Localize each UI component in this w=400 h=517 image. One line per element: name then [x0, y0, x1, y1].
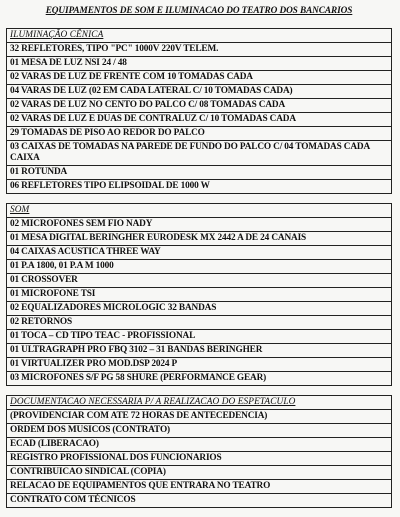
list-item: 01 MESA DE LUZ NSI 24 / 48	[7, 56, 391, 70]
list-item: 04 VARAS DE LUZ (02 EM CADA LATERAL C/ 10 TOMADAS CADA)	[7, 84, 391, 98]
list-item: REGISTRO PROFISSIONAL DOS FUNCIONARIOS	[7, 451, 391, 465]
list-item: 01 ULTRAGRAPH PRO FBQ 3102 – 31 BANDAS BERINGHER	[7, 343, 391, 357]
list-item: RELACAO DE EQUIPAMENTOS QUE ENTRARA NO TEATRO	[7, 479, 391, 493]
list-item: 01 P.A 1800, 01 P.A M 1000	[7, 259, 391, 273]
list-item: 02 RETORNOS	[7, 315, 391, 329]
section-heading: SOM	[10, 205, 30, 215]
page-title: EQUIPAMENTOS DE SOM E ILUMINACAO DO TEATRO DOS BANCARIOS	[45, 6, 353, 16]
list-item: 01 CROSSOVER	[7, 273, 391, 287]
list-item: 01 VIRTUALIZER PRO MOD.DSP 2024 P	[7, 357, 391, 371]
section-sound	[6, 203, 392, 386]
section-lighting	[6, 28, 392, 194]
list-item: 02 VARAS DE LUZ E DUAS DE CONTRALUZ C/ 10 TOMADAS CADA	[7, 112, 391, 126]
list-item: 02 MICROFONES SEM FIO NADY	[7, 217, 391, 231]
list-item: 04 CAIXAS ACUSTICA THREE WAY	[7, 245, 391, 259]
list-item: 02 VARAS DE LUZ NO CENTO DO PALCO C/ 08 TOMADAS CADA	[7, 98, 391, 112]
section-heading: ILUMINAÇÃO CÊNICA	[10, 30, 104, 40]
list-item: 32 REFLETORES, TIPO "PC" 1000V 220V TELEM.	[7, 42, 391, 56]
list-item: 01 MICROFONE TSI	[7, 287, 391, 301]
list-item: (PROVIDENCIAR COM ATE 72 HORAS DE ANTECEDENCIA)	[7, 409, 391, 423]
section-documentation	[6, 395, 392, 508]
list-item: ECAD (LIBERACAO)	[7, 437, 391, 451]
section-heading: DOCUMENTACAO NECESSARIA P/ A REALIZACAO DO ESPETACULO	[10, 397, 296, 407]
list-item: 01 ROTUNDA	[7, 165, 391, 179]
list-item: 01 MESA DIGITAL BERINGHER EURODESK MX 2442 A DE 24 CANAIS	[7, 231, 391, 245]
list-item: 02 VARAS DE LUZ DE FRENTE COM 10 TOMADAS CADA	[7, 70, 391, 84]
list-item: 06 REFLETORES TIPO ELIPSOIDAL DE 1000 W	[7, 179, 391, 193]
list-item: 29 TOMADAS DE PISO AO REDOR DO PALCO	[7, 126, 391, 140]
list-item: 03 CAIXAS DE TOMADAS NA PAREDE DE FUNDO DO PALCO C/ 04 TOMADAS CADA CAIXA	[7, 140, 391, 165]
list-item: 02 EQUALIZADORES MICROLOGIC 32 BANDAS	[7, 301, 391, 315]
list-item: CONTRATO COM TÉCNICOS	[7, 493, 391, 507]
document-page	[6, 5, 392, 517]
list-item: CONTRIBUICAO SINDICAL (COPIA)	[7, 465, 391, 479]
list-item: 01 TOCA – CD TIPO TEAC - PROFISSIONAL	[7, 329, 391, 343]
list-item: ORDEM DOS MUSICOS (CONTRATO)	[7, 423, 391, 437]
list-item: 03 MICROFONES S/F PG 58 SHURE (PERFORMANCE GEAR)	[7, 371, 391, 385]
